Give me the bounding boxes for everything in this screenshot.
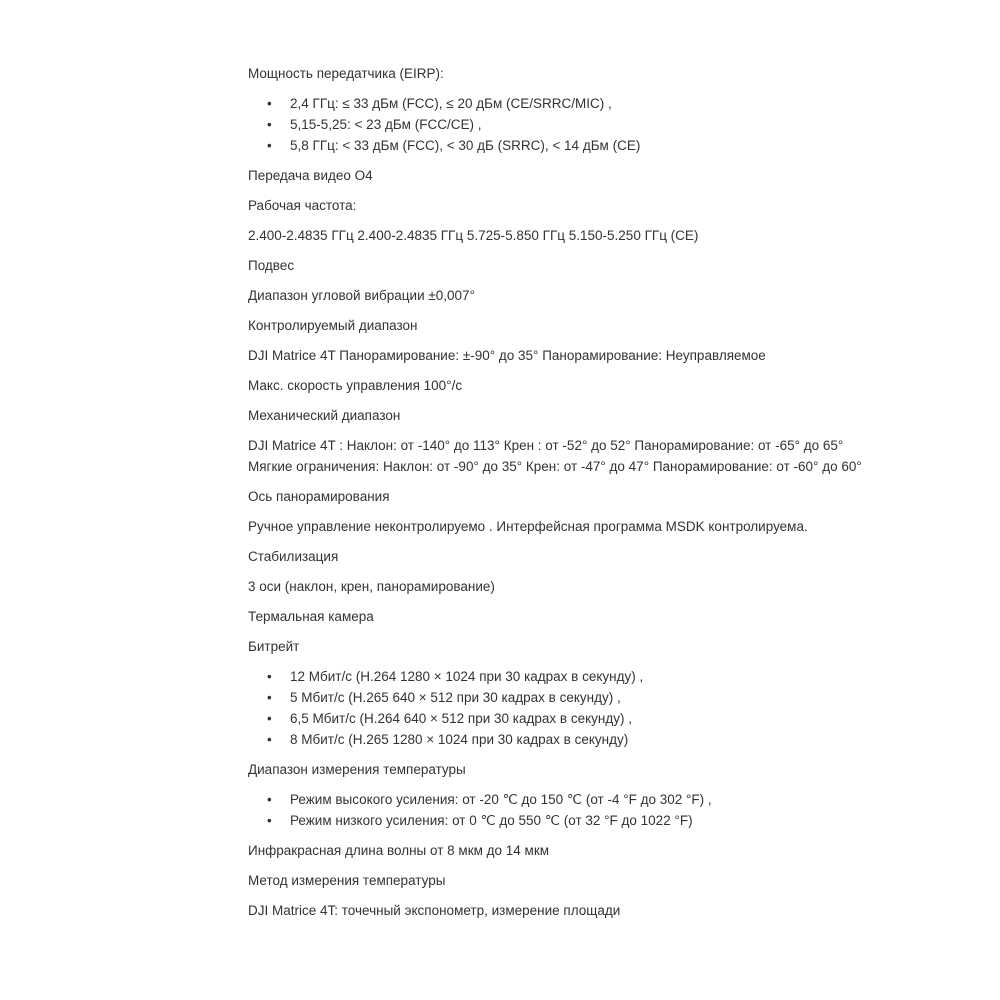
list-item: • 8 Мбит/с (H.265 1280 × 1024 при 30 кадрах в секунду) (248, 729, 948, 750)
list-item: • 2,4 ГГц: ≤ 33 дБм (FCC), ≤ 20 дБм (CE/SRRC/MIC) , (248, 93, 948, 114)
para-infrared-wavelength: Инфракрасная длина волны от 8 мкм до 14 мкм (248, 843, 550, 858)
list-item: • 5,8 ГГц: < 33 дБм (FCC), < 30 дБ (SRRC), < 14 дБм (CE) (248, 135, 948, 156)
list-item: • Режим низкого усиления: от 0 ℃ до 550 ℃ (от 32 °F до 1022 °F) (248, 810, 948, 831)
para-controllable-range-value: DJI Matrice 4T Панорамирование: ±-90° до 35° Панорамирование: Неуправляемое (248, 348, 766, 363)
para-bitrate-heading: Битрейт (248, 639, 300, 654)
mechanical-range-line-2: Мягкие ограничения: Наклон: от -90° до 35° Крен: от -47° до 47° Панорамирование: от -60° до 60° (248, 459, 862, 474)
list-temp-range (248, 789, 948, 831)
para-mechanical-range-value (248, 435, 948, 477)
list-item: • 12 Мбит/с (H.264 1280 × 1024 при 30 кадрах в секунду) , (248, 666, 948, 687)
para-temp-method-value: DJI Matrice 4T: точечный экспонометр, измерение площади (248, 903, 621, 918)
para-pan-axis-heading: Ось панорамирования (248, 489, 390, 504)
para-stabilization-heading: Стабилизация (248, 549, 339, 564)
para-temp-method-heading: Метод измерения температуры (248, 873, 446, 888)
para-controllable-range-heading: Контролируемый диапазон (248, 318, 418, 333)
para-temp-range-heading: Диапазон измерения температуры (248, 762, 466, 777)
para-mechanical-range-heading: Механический диапазон (248, 408, 401, 423)
list-item: • 5 Мбит/с (H.265 640 × 512 при 30 кадрах в секунду) , (248, 687, 948, 708)
list-item: • Режим высокого усиления: от -20 ℃ до 150 ℃ (от -4 °F до 302 °F) , (248, 789, 948, 810)
para-video-transmission: Передача видео O4 (248, 168, 373, 183)
list-transmitter-power (248, 93, 948, 156)
para-stabilization-value: 3 оси (наклон, крен, панорамирование) (248, 579, 495, 594)
para-thermal-camera-heading: Термальная камера (248, 609, 374, 624)
list-item: • 6,5 Мбит/с (H.264 640 × 512 при 30 кадрах в секунду) , (248, 708, 948, 729)
spec-document (248, 63, 948, 930)
para-gimbal-heading: Подвес (248, 258, 295, 273)
list-item: • 5,15-5,25: < 23 дБм (FCC/CE) , (248, 114, 948, 135)
list-bitrate (248, 666, 948, 750)
para-vibration-range: Диапазон угловой вибрации ±0,007° (248, 288, 475, 303)
para-max-control-speed: Макс. скорость управления 100°/с (248, 378, 463, 393)
mechanical-range-line-1: DJI Matrice 4T : Наклон: от -140° до 113° Крен : от -52° до 52° Панорамирование: от -65° до 65° (248, 438, 844, 453)
para-operating-frequency-heading: Рабочая частота: (248, 198, 357, 213)
para-transmitter-power-heading: Мощность передатчика (EIRP): (248, 66, 444, 81)
para-pan-axis-value: Ручное управление неконтролируемо . Интерфейсная программа MSDK контролируема. (248, 519, 808, 534)
para-operating-frequency-value: 2.400-2.4835 ГГц 2.400-2.4835 ГГц 5.725-5.850 ГГц 5.150-5.250 ГГц (CE) (248, 228, 699, 243)
